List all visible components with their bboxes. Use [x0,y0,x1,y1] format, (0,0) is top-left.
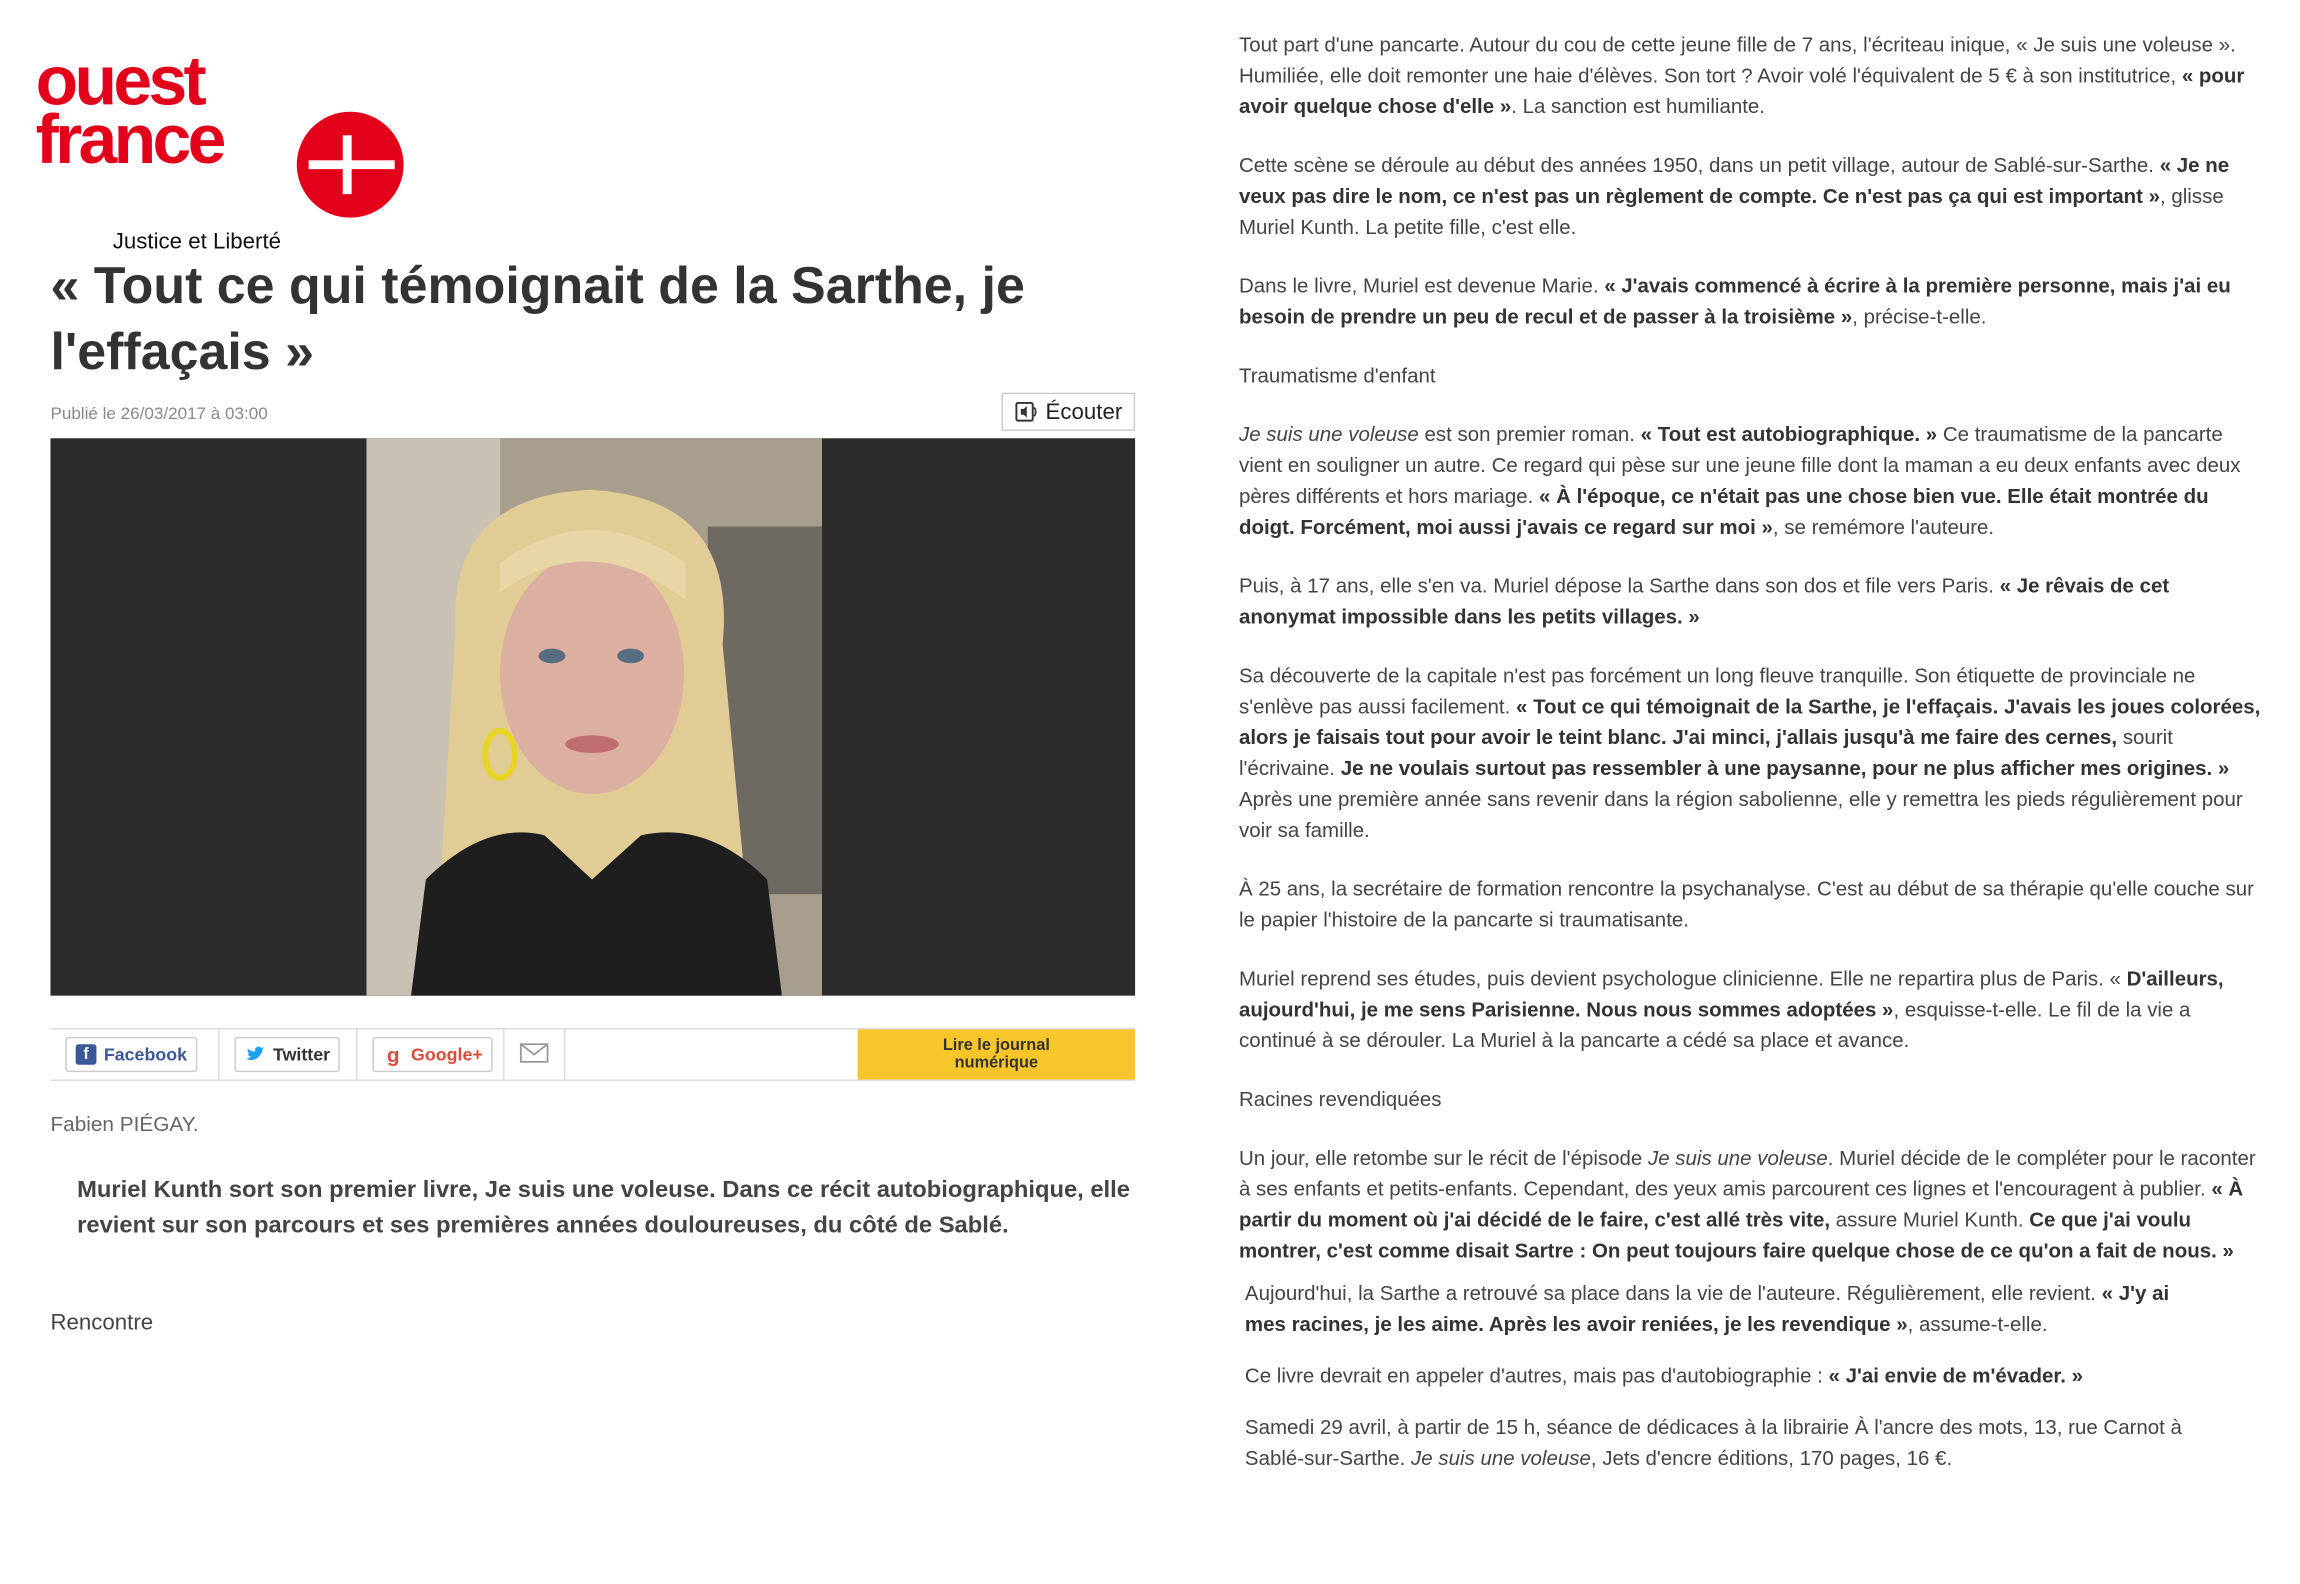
googleplus-share-button[interactable] [372,1037,493,1072]
twitter-icon [245,1044,266,1065]
subheading-trauma: Traumatisme d'enfant [1238,364,1436,387]
paragraph-4: Je suis une voleuse est son premier roman. « Tout est autobiographique. » Ce traumatisme de la pancarte vient en souligner un autre. Ce regard qui pèse sur une jeune fille dont la maman a eu deux enfants avec deux pères différents et hors mariage. « À l'époque, ce n'était pas une chose bien vue. Elle était montrée du doigt. Forcément, moi aussi j'avais ce regard sur moi », se remémore l'auteure. [1238,423,2241,539]
article-photo [50,438,1135,995]
paragraph-7: À 25 ans, la secrétaire de formation rencontre la psychanalyse. C'est au début de sa thérapie qu'elle couche sur le papier l'histoire de la pancarte si traumatisante. [1238,878,2254,931]
section-label: Rencontre [50,1310,154,1336]
article-body [1239,29,2263,1494]
portrait-image [366,438,822,995]
read-paper-line1: Lire le journal [942,1036,1050,1055]
logo-wordmark [35,41,223,178]
read-paper-line2: numérique [954,1054,1039,1073]
logo-cross-icon [297,112,404,218]
facebook-share-button[interactable] [65,1037,197,1072]
facebook-label: Facebook [103,1044,187,1065]
logo-word-france: france [35,100,223,178]
envelope-icon [519,1043,549,1064]
subheading-roots: Racines revendiquées [1238,1088,1442,1111]
article-lead: Muriel Kunth sort son premier livre, Je suis une voleuse. Dans ce récit autobiographique, elle revient sur son parcours et ses premières années douloureuses, du côté de Sablé. [77,1178,1130,1238]
article-headline: « Tout ce qui témoignait de la Sarthe, je l'effaçais » [50,257,1025,381]
paragraph-8: Muriel reprend ses études, puis devient psychologue clinicienne. Elle ne repartira plus de Paris. « D'ailleurs, aujourd'hui, je me sens Parisienne. Nous nous sommes adoptées », esquisse-t-elle. Le fil de la vie a continué à se dérouler. La Muriel à la pancarte a cédé sa place et avance. [1238,967,2224,1052]
read-digital-paper-button[interactable] [858,1029,1135,1079]
twitter-share-button[interactable] [234,1037,340,1072]
logo-tagline: Justice et Liberté [112,229,282,255]
paragraph-9: Un jour, elle retombe sur le récit de l'épisode Je suis une voleuse. Muriel décide de le compléter pour le raconter à ses enfants et petits-enfants. Cependant, des yeux amis parcourent ces lignes et l'encouragent à publier. « À partir du moment où j'ai décidé de le faire, c'est allé très vite, assure Muriel Kunth. Ce que j'ai voulu montrer, c'est comme disait Sartre : On peut toujours faire quelque chose de ce qu'on a fait de nous. » [1238,1147,2256,1262]
paragraph-10: Aujourd'hui, la Sarthe a retrouvé sa place dans la vie de l'auteure. Régulièrement, elle revient. « J'y ai mes racines, je les aime. Après les avoir reniées, je les revendique », assume-t-elle. [1244,1282,2170,1336]
paragraph-5: Puis, à 17 ans, elle s'en va. Muriel dépose la Sarthe dans son dos et file vers Paris. « Je rêvais de cet anonymat impossible dans les petits villages. » [1238,575,2170,628]
listen-label: Écouter [1045,399,1123,425]
author-byline: Fabien PIÉGAY. [50,1111,199,1136]
paragraph-3: Dans le livre, Muriel est devenue Marie. « J'avais commencé à écrire à la première personne, mais j'ai eu besoin de prendre un peu de recul et de passer à la troisième », précise-t-elle. [1238,275,2231,328]
publish-date: Publié le 26/03/2017 à 03:00 [50,405,268,424]
paragraph-1: Tout part d'une pancarte. Autour du cou de cette jeune fille de 7 ans, l'écriteau inique, « Je suis une voleuse ». Humiliée, elle doit remonter une haie d'élèves. Son tort ? Avoir volé l'équivalent de 5 € à son institutrice, « pour avoir quelque chose d'elle ». La sanction est humiliante. [1238,33,2245,118]
twitter-label: Twitter [273,1044,331,1065]
paragraph-6: Sa découverte de la capitale n'est pas forcément un long fleuve tranquille. Son étiquette de provinciale ne s'enlève pas aussi facilement. « Tout ce qui témoignait de la Sarthe, je l'effaçais. J'avais les joues colorées, alors je faisais tout pour avoir le teint blanc. J'ai minci, j'allais jusqu'à me faire des cernes, sourit l'écrivaine. Je ne voulais surtout pas ressembler à une paysanne, pour ne plus afficher mes origines. » Après une première année sans revenir dans la région sabolienne, elle y remettra les pieds régulièrement pour voir sa famille. [1238,664,2261,842]
ouest-france-logo[interactable] [35,41,392,255]
listen-button[interactable] [1002,393,1136,431]
share-bar [50,1028,1135,1081]
logo-word-ouest: ouest [35,41,204,120]
speaker-icon [1014,400,1038,424]
googleplus-label: Google+ [411,1044,483,1065]
email-share-button[interactable] [510,1037,557,1069]
paragraph-12: Samedi 29 avril, à partir de 15 h, séance de dédicaces à la librairie À l'ancre des mots, 13, rue Carnot à Sablé-sur-Sarthe. Je suis une voleuse, Jets d'encre éditions, 170 pages, 16 €. [1244,1416,2182,1470]
googleplus-icon: g [383,1044,404,1065]
paragraph-11: Ce livre devrait en appeler d'autres, mais pas d'autobiographie : « J'ai envie de m'évader. » [1244,1364,2083,1387]
paragraph-2: Cette scène se déroule au début des années 1950, dans un petit village, autour de Sablé-sur-Sarthe. « Je ne veux pas dire le nom, ce n'est pas un règlement de compte. Ce n'est pas ça qui est important », glisse Muriel Kunth. La petite fille, c'est elle. [1238,154,2230,239]
facebook-icon: f [76,1044,97,1065]
